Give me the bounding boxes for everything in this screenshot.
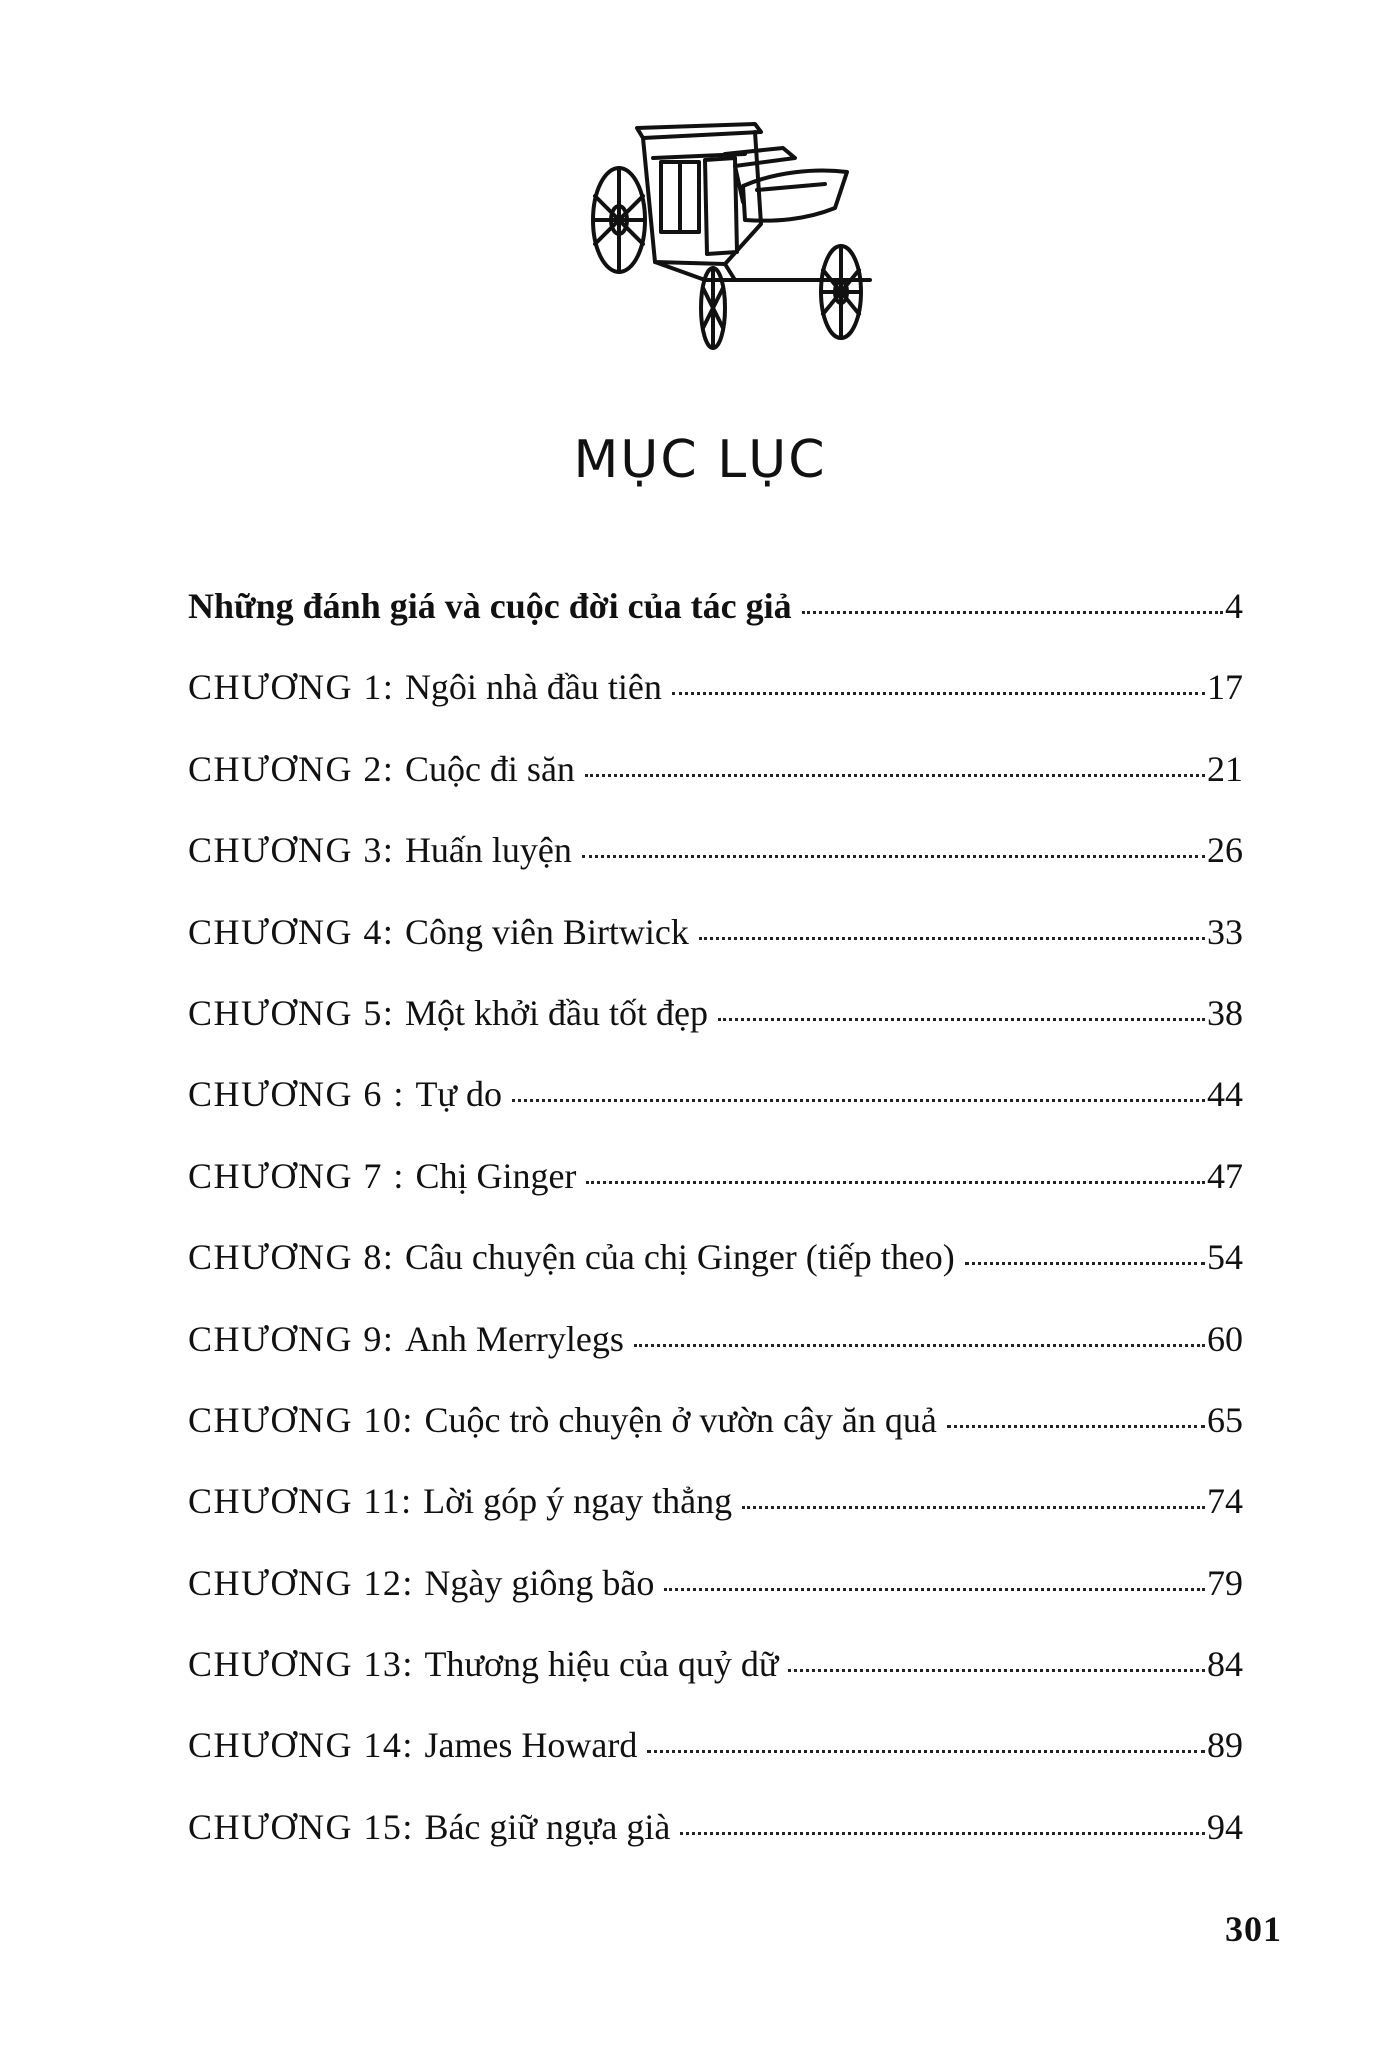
toc-entry-page: 94 [1207,1806,1243,1847]
toc-entry-title: Câu chuyện của chị Ginger (tiếp theo) [404,1237,955,1278]
toc-entry-chapter: CHƯƠNG 7 : [188,1155,416,1196]
toc-entry-label [188,748,575,789]
toc-entry-chapter: CHƯƠNG 9: [188,1318,405,1359]
toc-entry-page: 89 [1207,1725,1243,1766]
toc-entry-page: 21 [1207,748,1243,789]
toc-entry-title: Những đánh giá và cuộc đời của tác giả [188,586,792,626]
toc-entry-chapter: CHƯƠNG 15: [188,1806,425,1847]
toc-entry-page: 74 [1207,1481,1243,1522]
toc-leader-dots [664,1588,1205,1591]
toc-entry-label [188,588,792,624]
toc-entry-label [188,667,662,708]
toc-entry [188,832,1243,913]
toc-entry [188,1562,1243,1646]
toc-leader-dots [699,937,1205,940]
toc-entry [188,669,1243,750]
toc-entry-label [188,1644,779,1685]
toc-leader-dots [647,1750,1205,1753]
toc-entry-chapter: CHƯƠNG 10: [188,1399,425,1440]
toc-entry [188,1318,1243,1402]
toc-entry-title: Cuộc đi săn [404,748,575,789]
toc-entry-label [188,1806,671,1847]
carriage-illustration [585,112,885,362]
toc-entry-title: Anh Merrylegs [404,1318,624,1359]
toc-entry-label [188,1725,638,1766]
toc-entry [188,1076,1243,1157]
toc-entry-label [188,992,708,1033]
toc-leader-dots [788,1669,1205,1672]
toc-title: MỤC LỤC [573,430,827,490]
toc-entry-chapter: CHƯƠNG 11: [188,1481,424,1522]
toc-entry [188,911,1243,995]
toc-entry-page: 79 [1207,1562,1243,1603]
toc-entry-chapter: CHƯƠNG 4: [188,911,405,952]
toc-entry-title: Ngày giông bão [424,1562,655,1603]
toc-entry-chapter: CHƯƠNG 8: [188,1237,405,1278]
toc-entry-title: Công viên Birtwick [404,911,689,952]
toc-entry [188,1483,1243,1564]
toc-entry-page: 33 [1207,911,1243,952]
page-number: 301 [1225,1909,1282,1949]
toc-entry-title: Một khởi đầu tốt đẹp [404,992,708,1033]
toc-entry-page: 47 [1207,1155,1243,1196]
toc-entry-label [188,1074,502,1115]
toc-entry-title: Thương hiệu của quỷ dữ [424,1644,779,1685]
toc-entry-title: Cuộc trò chuyện ở vườn cây ăn quả [424,1399,937,1440]
toc-entry-page: 17 [1207,667,1243,708]
toc-leader-dots [512,1099,1205,1102]
toc-entry-page: 4 [1225,586,1243,626]
toc-leader-dots [680,1832,1205,1835]
toc-leader-dots [718,1018,1205,1021]
toc-entry [188,1727,1243,1808]
toc-entry-title: Tự do [415,1074,502,1115]
toc-entry-page: 60 [1207,1318,1243,1359]
toc-entry [188,1239,1243,1320]
toc-entry-label [188,1318,624,1359]
toc-leader-dots [947,1425,1205,1428]
toc-entry-label [188,1562,655,1603]
toc-leader-dots [634,1344,1205,1347]
toc-leader-dots [585,774,1205,777]
toc-entry-page: 44 [1207,1074,1243,1115]
toc-entry-title: Lời góp ý ngay thẳng [423,1481,733,1522]
toc-entry-chapter: CHƯƠNG 1: [188,667,405,708]
toc-entry [188,748,1243,832]
toc-entry-label [188,911,689,952]
toc-leader-dots [582,855,1205,858]
toc-entry-label [188,1481,733,1522]
toc-entry [188,992,1243,1076]
toc-leader-dots [586,1181,1205,1184]
toc-entry-page: 65 [1207,1399,1243,1440]
toc-entry [188,588,1243,669]
toc-entry-chapter: CHƯƠNG 2: [188,748,405,789]
toc-entry-label [188,830,572,871]
toc-entry-title: James Howard [424,1725,638,1766]
toc-entry-chapter: CHƯƠNG 6 : [188,1074,416,1115]
toc-leader-dots [802,611,1223,614]
toc-entry [188,1646,1243,1727]
toc-entry-chapter: CHƯƠNG 13: [188,1644,425,1685]
toc-entry-title: Ngôi nhà đầu tiên [404,667,662,708]
toc-entry-chapter: CHƯƠNG 5: [188,992,405,1033]
toc-entry-label [188,1399,937,1440]
toc-entry-page: 26 [1207,830,1243,871]
toc-entry-title: Chị Ginger [415,1155,577,1196]
toc-list [188,588,1243,1890]
toc-entry-chapter: CHƯƠNG 12: [188,1562,425,1603]
toc-entry-label [188,1237,955,1278]
toc-leader-dots [965,1262,1205,1265]
toc-leader-dots [672,692,1205,695]
toc-entry-chapter: CHƯƠNG 14: [188,1725,425,1766]
toc-entry [188,1806,1243,1890]
toc-entry-page: 38 [1207,992,1243,1033]
toc-entry-title: Huấn luyện [404,830,572,871]
toc-entry-label [188,1155,577,1196]
toc-entry-page: 54 [1207,1237,1243,1278]
toc-entry-page: 84 [1207,1644,1243,1685]
toc-entry-chapter: CHƯƠNG 3: [188,830,405,871]
toc-entry-title: Bác giữ ngựa già [424,1806,671,1847]
toc-entry [188,1155,1243,1239]
toc-leader-dots [742,1506,1205,1509]
toc-entry [188,1399,1243,1483]
